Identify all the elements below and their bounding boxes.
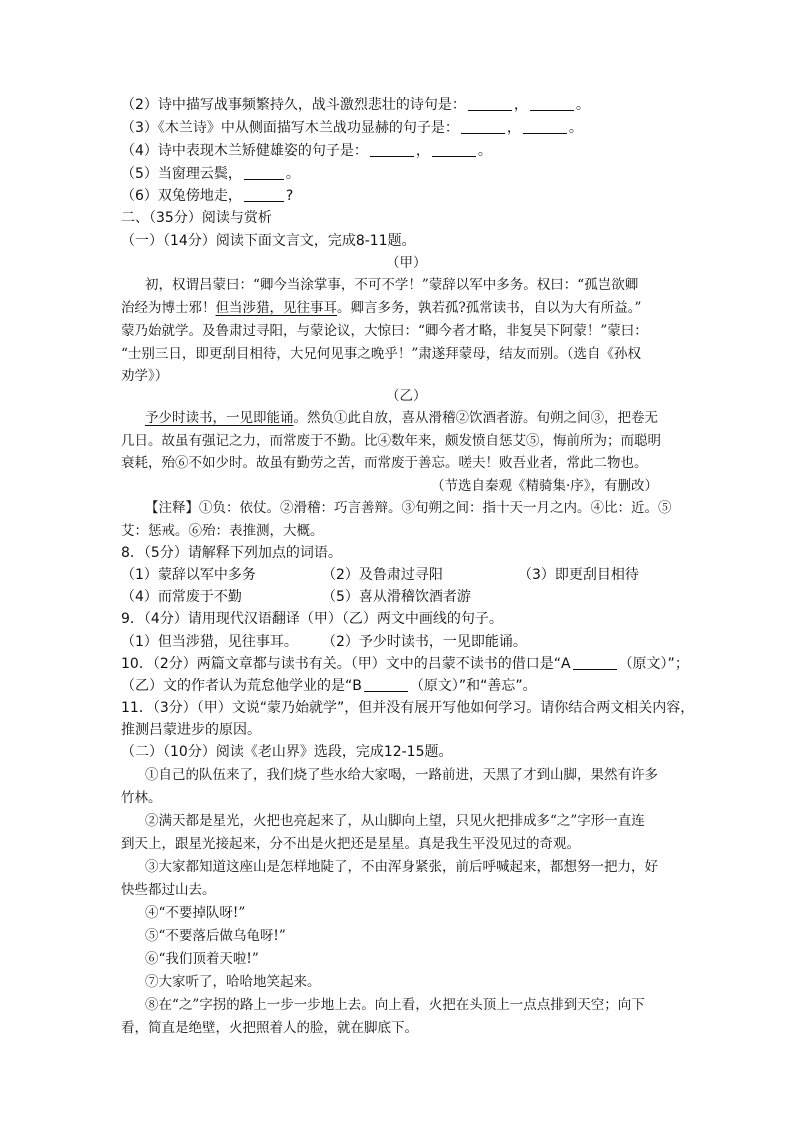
question-text: （2）诗中描写战事频繁持久，战斗激烈悲壮的诗句是：: [121, 97, 466, 113]
separator: ，: [513, 97, 528, 113]
laoshan-p1-line-2: 竹林。: [121, 790, 162, 806]
answer-blank[interactable]: [468, 96, 512, 111]
answer-blank[interactable]: [530, 96, 574, 111]
q9-item-1: （1）但当涉猎，见往事耳。: [121, 634, 298, 650]
question-10-line-2: [121, 676, 537, 696]
question-11-line-1: 11．（3分）（甲）文说“蒙乃始就学”，但并没有展开写他如何学习。请你结合两文相关内容，: [121, 700, 695, 716]
q10-text: （原文）”和“善忘”。: [409, 678, 537, 694]
laoshan-p2-line-2: 到天上，跟星光接起来，分不出是火把还是星星。真是我生平没见过的奇观。: [121, 836, 580, 852]
answer-blank[interactable]: [432, 142, 476, 157]
part-1-heading: （一）（14分）阅读下面文言文，完成8-11题。: [121, 233, 416, 249]
jia-line-5: 劝学》）: [121, 368, 169, 384]
yi-line-1: [145, 408, 658, 428]
q8-item-5: （5）喜从滑稽饮酒者游: [322, 589, 471, 605]
laoshan-p1-line-1: ①自己的队伍来了，我们烧了些水给大家喝，一路前进，天黑了才到山脚，果然有许多: [145, 767, 658, 783]
q8-item-4: （4）而常废于不勤: [121, 589, 242, 605]
yi-text: 。然负①此自放，喜从滑稽②饮酒者游。旬朔之间③，把卷无: [293, 410, 658, 426]
answer-blank[interactable]: [244, 187, 284, 202]
answer-blank[interactable]: [461, 119, 505, 134]
q10-text: （乙）文的作者认为荒怠他学业的是“B: [121, 678, 362, 694]
notes-line-2: 艾：惩戒。⑥殆：表推测，大概。: [121, 523, 324, 539]
section-2-heading: 二、（35分）阅读与赏析: [121, 210, 272, 226]
notes-line-1: 【注释】①负：依仗。②滑稽：巧言善辩。③旬朔之间：指十天一月之内。④比：近。⑤: [145, 500, 672, 516]
question-5: [121, 164, 300, 184]
jia-text: 治经为博士邪！: [121, 300, 216, 316]
answer-blank[interactable]: [523, 119, 567, 134]
q8-item-2: （2）及鲁肃过寻阳: [322, 567, 443, 583]
q8-item-3: （3）即更刮目相待: [518, 567, 639, 583]
question-4: [121, 141, 492, 161]
jia-line-3: 蒙乃始就学。及鲁肃过寻阳，与蒙论议，大惊曰：“卿今者才略，非复吴下阿蒙！”蒙曰：: [121, 323, 648, 339]
q10-text: （原文）”；: [618, 656, 689, 672]
period: 。: [568, 120, 583, 136]
laoshan-p8-line-2: 看，简直是绝壁，火把照着人的脸，就在脚底下。: [121, 1020, 418, 1036]
q10-text: 10．（2分）两篇文章都与读书有关。（甲）文中的吕蒙不读书的借口是“A: [121, 656, 571, 672]
laoshan-p8-line-1: ⑧在“之”字拐的路上一步一步地上去。向上看，火把在头顶上一点点排到天空；向下: [145, 997, 645, 1013]
yi-source: （节选自秦观《精骑集·序》，有删改）: [431, 478, 659, 494]
question-9-heading: 9．（4分）请用现代汉语翻译（甲）（乙）两文中画线的句子。: [121, 611, 503, 627]
jia-line-1: 初，权谓吕蒙曰：“卿今当涂掌事，不可不学！”蒙辞以军中多务。权曰：“孤岂欲卿: [145, 277, 639, 293]
laoshan-p4: ④“不要掉队呀!”: [145, 905, 246, 921]
question-text: （4）诗中表现木兰矫健雄姿的句子是：: [121, 143, 368, 159]
passage-yi-title: （乙）: [386, 388, 427, 404]
passage-jia-title: （甲）: [386, 255, 427, 271]
separator: ，: [506, 120, 521, 136]
jia-text: 。卿言多务，孰若孤?孤常读书，自以为大有所益。”: [337, 300, 642, 316]
period: 。: [477, 143, 492, 159]
answer-blank-b[interactable]: [364, 677, 408, 692]
laoshan-p3-line-1: ③大家都知道这座山是怎样地陡了，不由浑身紧张，前后呼喊起来，都想努一把力，好: [145, 859, 658, 875]
laoshan-p6: ⑥“我们顶着天啦!”: [145, 951, 259, 967]
question-10-line-1: [121, 654, 689, 674]
period: 。: [285, 166, 300, 182]
part-2-heading: （二）（10分）阅读《老山界》选段，完成12-15题。: [121, 744, 453, 760]
laoshan-p2-line-1: ②满天都是星光，火把也亮起来了，从山脚向上望，只见火把排成多“之”字形一直连: [145, 813, 645, 829]
separator: ，: [415, 143, 430, 159]
answer-blank[interactable]: [244, 165, 284, 180]
q9-item-2: （2）予少时读书，一见即能诵。: [322, 634, 527, 650]
yi-line-2: 几日。故虽有强记之力，而常废于不勤。比④数年来，颇发愤自惩艾⑤，悔前所为；而聪明: [121, 433, 661, 449]
answer-blank-a[interactable]: [573, 655, 617, 670]
period: 。: [575, 97, 590, 113]
question-8-heading: 8．（5分）请解释下列加点的词语。: [121, 545, 342, 561]
question-6: [121, 186, 293, 206]
question-text: （6）双兔傍地走，: [121, 188, 242, 204]
laoshan-p7: ⑦大家听了，哈哈地笑起来。: [145, 974, 321, 990]
question-text: （5）当窗理云鬓，: [121, 166, 242, 182]
question-mark: ?: [285, 188, 294, 204]
jia-line-2: [121, 298, 641, 318]
question-11-line-2: 推测吕蒙进步的原因。: [121, 722, 261, 738]
jia-line-4: “士别三日，即更刮目相待，大兄何见事之晚乎！”肃遂拜蒙母，结友而别。（选自《孙权: [121, 346, 642, 362]
question-text: （3）《木兰诗》中从侧面描写木兰战功显赫的句子是：: [121, 120, 459, 136]
q8-item-1: （1）蒙辞以军中多务: [121, 567, 256, 583]
underlined-sentence-1: 但当涉猎，见往事耳: [215, 300, 337, 316]
laoshan-p3-line-2: 快些都过山去。: [121, 882, 216, 898]
answer-blank[interactable]: [370, 142, 414, 157]
underlined-sentence-2: 予少时读书，一见即能诵: [145, 410, 294, 426]
laoshan-p5: ⑤“不要落后做乌龟呀!”: [145, 928, 286, 944]
question-2: [121, 95, 590, 115]
yi-line-3: 衰耗，殆⑥不如少时。故虽有勤劳之苦，而常废于善忘。嗟夫！败吾业者，常此二物也。: [121, 455, 648, 471]
question-3: [121, 118, 583, 138]
